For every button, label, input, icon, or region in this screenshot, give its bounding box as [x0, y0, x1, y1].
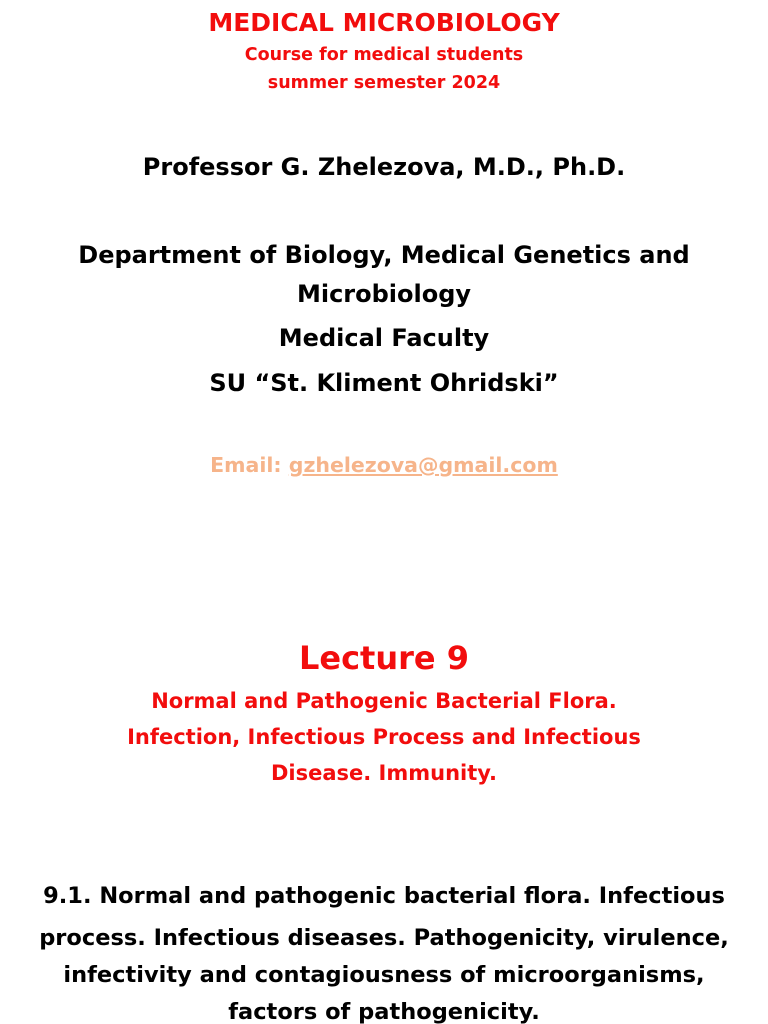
- university-name: SU “St. Kliment Ohridski”: [209, 369, 559, 397]
- email-label: Email:: [210, 453, 289, 477]
- lecture-title: Lecture 9: [298, 639, 470, 677]
- topic-text: process. Infectious diseases. Pathogenicity, virulence,: [39, 925, 729, 951]
- lecture-subtitle: Disease. Immunity.: [270, 761, 498, 785]
- email-link[interactable]: gzhelezova@gmail.com: [288, 453, 558, 477]
- course-title: MEDICAL MICROBIOLOGY: [208, 8, 560, 37]
- lecture-subtitle: Normal and Pathogenic Bacterial Flora.: [151, 689, 617, 713]
- faculty-name: Medical Faculty: [278, 324, 490, 352]
- course-subtitle: Course for medical students: [244, 45, 524, 65]
- lecture-subtitle: Infection, Infectious Process and Infectious: [127, 725, 641, 749]
- course-semester: summer semester 2024: [267, 73, 501, 93]
- topic-text: factors of pathogenicity.: [228, 999, 540, 1024]
- email-line: [0, 453, 768, 477]
- department-line: Department of Biology, Medical Genetics and: [78, 241, 690, 269]
- professor-name: Professor G. Zhelezova, M.D., Ph.D.: [142, 153, 626, 181]
- topic-text: 9.1. Normal and pathogenic bacterial flora. Infectious: [43, 883, 725, 909]
- topic-text: infectivity and contagiousness of microorganisms,: [63, 962, 705, 988]
- department-line: Microbiology: [296, 280, 472, 308]
